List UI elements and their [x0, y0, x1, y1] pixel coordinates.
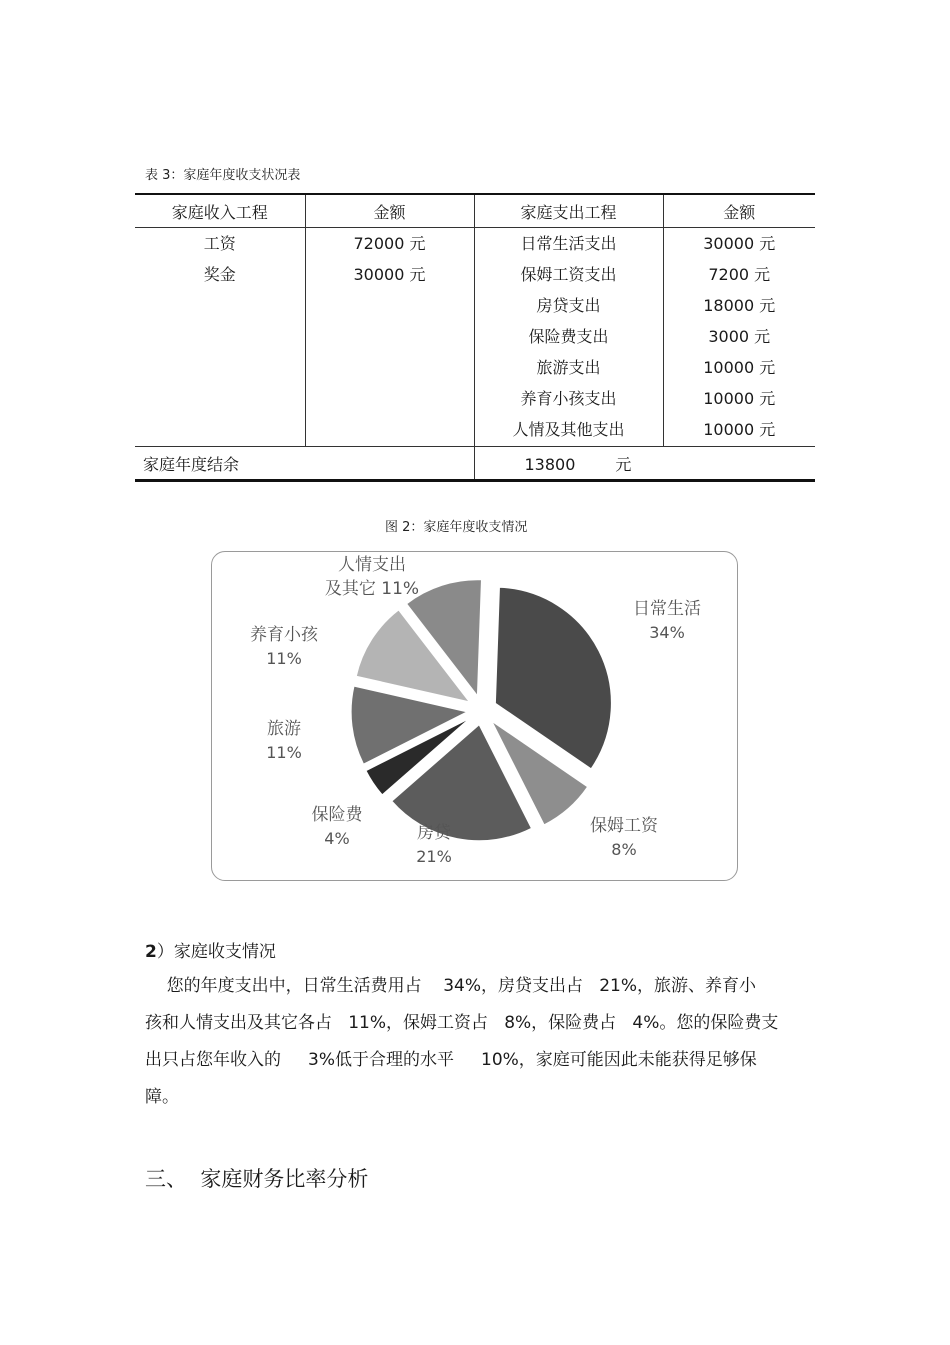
expense-item: 养育小孩支出 — [520, 389, 617, 408]
section-heading: 三、 家庭财务比率分析 — [145, 1167, 369, 1191]
paragraph-line: 您的年度支出中，日常生活费用占 34%，房贷支出占 21%，旅游、养育小 — [145, 976, 757, 996]
pie-slice-label: 旅游 11% — [266, 719, 302, 762]
expense-amounts-cell — [663, 228, 815, 447]
expense-amount: 3000 元 — [708, 327, 771, 346]
pie-slice-label: 养育小孩 11% — [250, 625, 318, 668]
balance-label: 家庭年度结余 — [135, 447, 474, 481]
pie-chart-svg — [212, 552, 737, 880]
pie-slice-label: 保姆工资 8% — [590, 816, 658, 859]
income-expense-table — [135, 193, 815, 482]
expense-amount: 10000 元 — [703, 358, 776, 377]
expense-item: 保姆工资支出 — [520, 265, 617, 284]
analysis-paragraph — [145, 968, 805, 1116]
sub-heading-number: 2 — [145, 942, 157, 962]
paragraph-line: 障。 — [145, 1087, 179, 1107]
balance-value: 13800 — [524, 454, 576, 474]
expense-amount: 10000 元 — [703, 389, 776, 408]
expense-item: 旅游支出 — [536, 358, 601, 377]
expense-amount: 10000 元 — [703, 420, 776, 439]
balance-value-cell — [474, 447, 815, 481]
expense-item: 保险费支出 — [528, 327, 609, 346]
balance-unit: 元 — [615, 454, 632, 474]
figure-caption: 图 2：家庭年度收支情况 — [385, 520, 528, 535]
income-amount: 30000 元 — [353, 265, 426, 284]
header-expense-item: 家庭支出工程 — [474, 194, 663, 228]
header-expense-amount: 金额 — [663, 194, 815, 228]
income-amount: 72000 元 — [353, 234, 426, 253]
expense-amount: 30000 元 — [703, 234, 776, 253]
pie-chart — [211, 551, 738, 881]
table-caption: 表 3：家庭年度收支状况表 — [145, 168, 301, 183]
expense-item: 房贷支出 — [536, 296, 601, 315]
pie-slice-label: 日常生活 34% — [633, 599, 701, 642]
pie-slice-label: 人情支出及其它 11% — [324, 555, 420, 599]
income-item: 奖金 — [203, 265, 236, 284]
expense-item: 人情及其他支出 — [512, 420, 625, 439]
pie-slice-label: 房贷 21% — [416, 823, 452, 866]
sub-heading-text: ）家庭收支情况 — [156, 942, 276, 962]
expense-amount: 18000 元 — [703, 296, 776, 315]
income-amounts-cell — [305, 228, 474, 447]
income-items-cell — [135, 228, 305, 447]
expense-item: 日常生活支出 — [520, 234, 617, 253]
header-income-amount: 金额 — [305, 194, 474, 228]
expense-amount: 7200 元 — [708, 265, 771, 284]
expense-items-cell — [474, 228, 663, 447]
pie-slice-label: 保险费 4% — [311, 805, 363, 848]
sub-heading — [145, 937, 276, 962]
paragraph-line: 孩和人情支出及其它各占 11%，保姆工资占 8%，保险费占 4%。您的保险费支 — [145, 1013, 779, 1033]
header-income-item: 家庭收入工程 — [135, 194, 305, 228]
income-item: 工资 — [203, 234, 236, 253]
paragraph-line: 出只占您年收入的 3%低于合理的水平 10%，家庭可能因此未能获得足够保 — [145, 1050, 757, 1070]
